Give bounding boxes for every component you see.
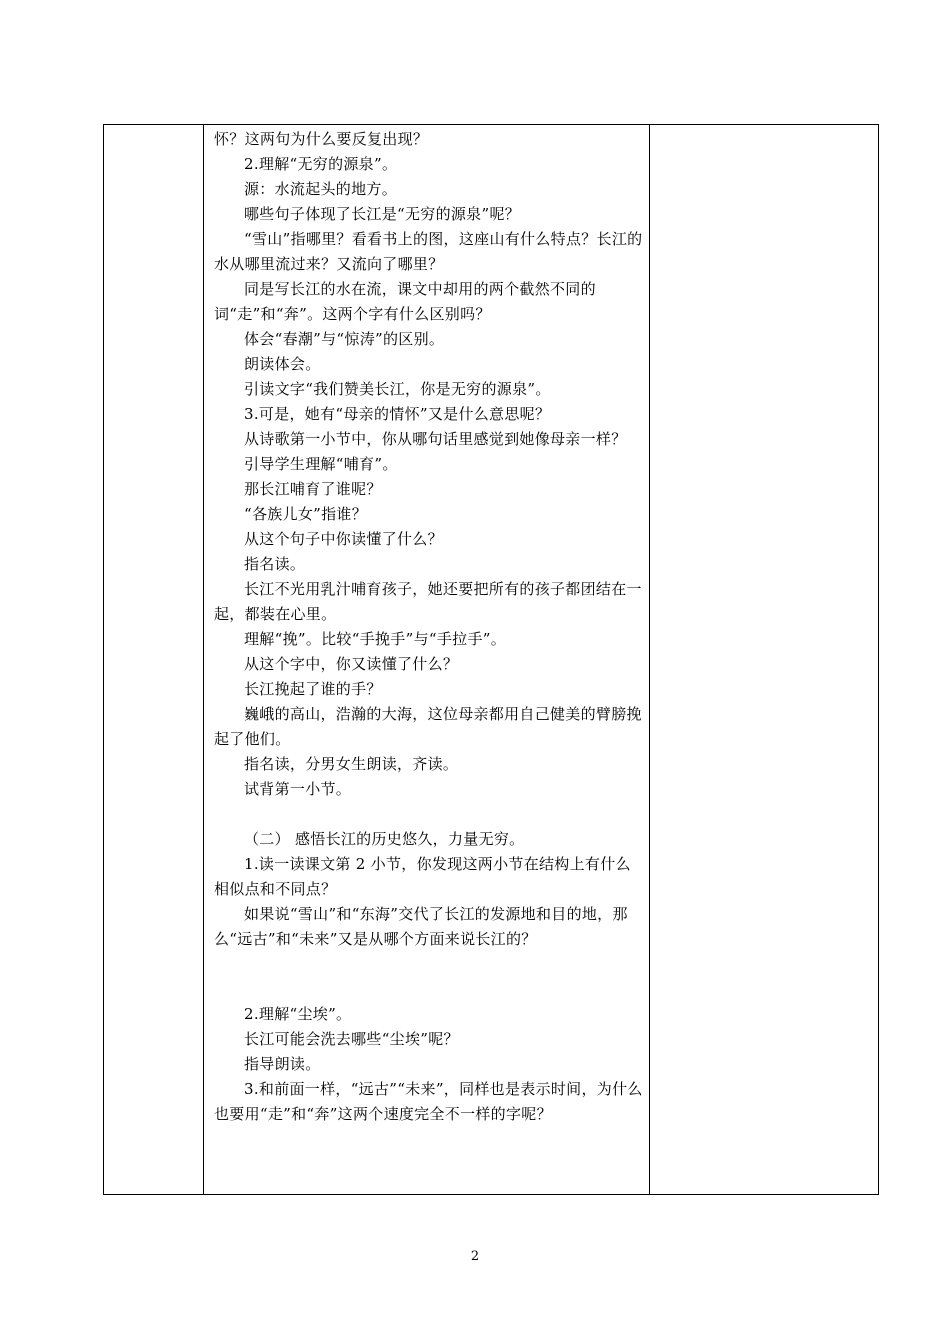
- paragraph: 引导学生理解“哺育”。: [244, 455, 398, 473]
- paragraph: 2.理解“尘埃”。: [244, 1005, 352, 1023]
- paragraph: 那长江哺育了谁呢？: [244, 480, 382, 498]
- page-number: 2: [470, 1249, 480, 1264]
- paragraph: 指导朗读。: [244, 1055, 321, 1073]
- paragraph: 同是写长江的水在流，课文中却用的两个截然不同的词“走”和“奔”。这两个字有什么区别吗？: [214, 280, 596, 323]
- paragraph: 试背第一小节。: [244, 780, 352, 798]
- paragraph: 朗读体会。: [244, 355, 321, 373]
- paragraph: 从这个句子中你读懂了什么？: [244, 530, 443, 548]
- spacer: [214, 952, 646, 1002]
- paragraph: 长江不光用乳汁哺育孩子，她还要把所有的孩子都团结在一起，都装在心里。: [214, 580, 642, 623]
- lesson-table: [103, 124, 879, 1195]
- paragraph: 哪些句子体现了长江是“无穷的源泉”呢？: [244, 205, 521, 223]
- paragraph: 如果说“雪山”和“东海”交代了长江的发源地和目的地，那么“远古”和“未来”又是从哪个方面来说长江的？: [214, 905, 628, 948]
- paragraph: “各族儿女”指谁？: [244, 505, 368, 523]
- paragraph: 怀？这两句为什么要反复出现？: [214, 130, 429, 148]
- paragraph: 理解“挽”。比较“手挽手”与“手拉手”。: [244, 630, 507, 648]
- paragraph: 从这个字中，你又读懂了什么？: [244, 655, 459, 673]
- paragraph: 2.理解“无穷的源泉”。: [244, 155, 398, 173]
- paragraph: 1.读一读课文第 2 小节，你发现这两小节在结构上有什么相似点和不同点？: [214, 855, 631, 898]
- paragraph: 巍峨的高山，浩瀚的大海，这位母亲都用自己健美的臂膀挽起了他们。: [214, 705, 642, 748]
- paragraph: 从诗歌第一小节中，你从哪句话里感觉到她像母亲一样？: [244, 430, 627, 448]
- paragraph: 源：水流起头的地方。: [244, 180, 398, 198]
- paragraph: 体会“春潮”与“惊涛”的区别。: [244, 330, 445, 348]
- section-heading: （二） 感悟长江的历史悠久，力量无穷。: [244, 830, 525, 848]
- paragraph: 指名读。: [244, 555, 306, 573]
- column-divider-left: [203, 125, 204, 1194]
- paragraph: 3.可是，她有“母亲的情怀”又是什么意思呢？: [244, 405, 551, 423]
- paragraph: “雪山”指哪里？看看书上的图，这座山有什么特点？长江的水从哪里流过来？又流向了哪里？: [214, 230, 643, 273]
- paragraph: 指名读，分男女生朗读，齐读。: [244, 755, 459, 773]
- spacer: [214, 802, 646, 827]
- paragraph: 引读文字“我们赞美长江，你是无穷的源泉”。: [244, 380, 551, 398]
- paragraph: 3.和前面一样，“远古”“未来”，同样也是表示时间，为什么也要用“走”和“奔”这两个速度完全不一样的字呢？: [214, 1080, 643, 1123]
- column-divider-right: [649, 125, 650, 1194]
- paragraph: 长江可能会洗去哪些“尘埃”呢？: [244, 1030, 459, 1048]
- paragraph: 长江挽起了谁的手？: [244, 680, 382, 698]
- lesson-content-cell: [214, 127, 646, 1127]
